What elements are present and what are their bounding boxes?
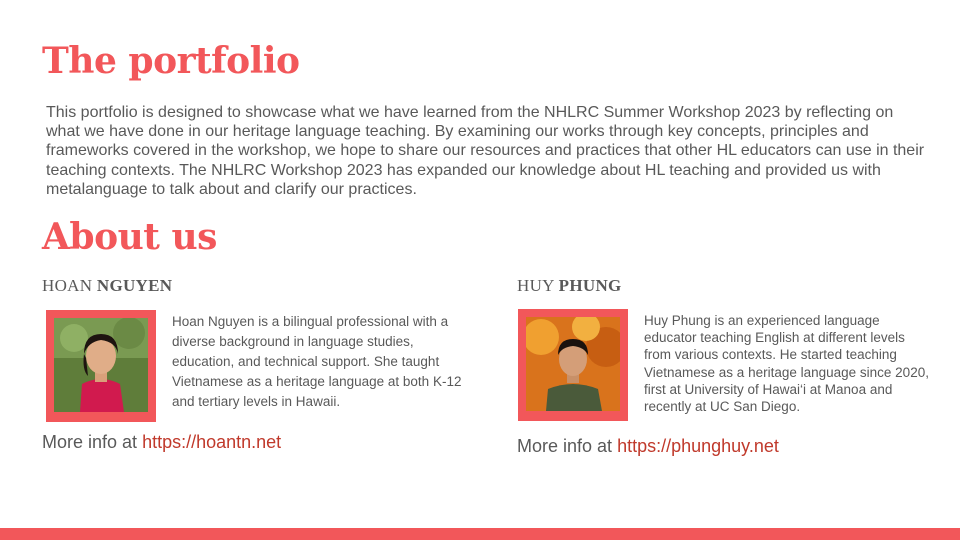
website-link-hoan[interactable]: https://hoantn.net [142, 432, 282, 452]
bottom-accent-bar [0, 528, 960, 540]
first-name: HOAN [42, 276, 93, 295]
avatar [54, 318, 148, 412]
person-name-hoan [42, 276, 172, 296]
bio-hoan: Hoan Nguyen is a bilingual professional with a diverse background in language studies, education, and technical support. She taught Vietnamese as a heritage language at both K-12 and tertiary levels in Hawaii. [172, 314, 462, 409]
first-name: HUY [517, 276, 555, 295]
website-link-huy[interactable]: https://phunghuy.net [617, 436, 779, 456]
photo-frame [518, 309, 628, 421]
last-name: NGUYEN [96, 276, 173, 295]
person-name-huy [517, 276, 622, 296]
bio-huy: Huy Phung is an experienced language educator teaching English at different levels from various contexts. He started teaching Vietnamese as a heritage language since 2020, first at University of Hawai‘i at Manoa and recently at UC San Diego. [644, 313, 929, 415]
page-title: The portfolio [42, 40, 300, 82]
last-name: PHUNG [558, 276, 622, 295]
more-info-hoan [42, 432, 281, 453]
avatar [526, 317, 620, 411]
more-info-huy [517, 436, 779, 457]
intro-paragraph: This portfolio is designed to showcase what we have learned from the NHLRC Summer Workshop 2023 by reflecting on what we have done in our heritage language teaching. By examining our works through key concepts, principles and frameworks covered in the workshop, we hope to share our resources and practices that other HL educators can use in their teaching contexts. The NHLRC Workshop 2023 has expanded our knowledge about HL teaching and provided us with metalanguage to talk about and clarify our practices. [46, 104, 925, 198]
more-info-label: More info at [42, 432, 138, 452]
more-info-label: More info at [517, 436, 613, 456]
about-heading: About us [42, 216, 217, 258]
photo-frame [46, 310, 156, 422]
